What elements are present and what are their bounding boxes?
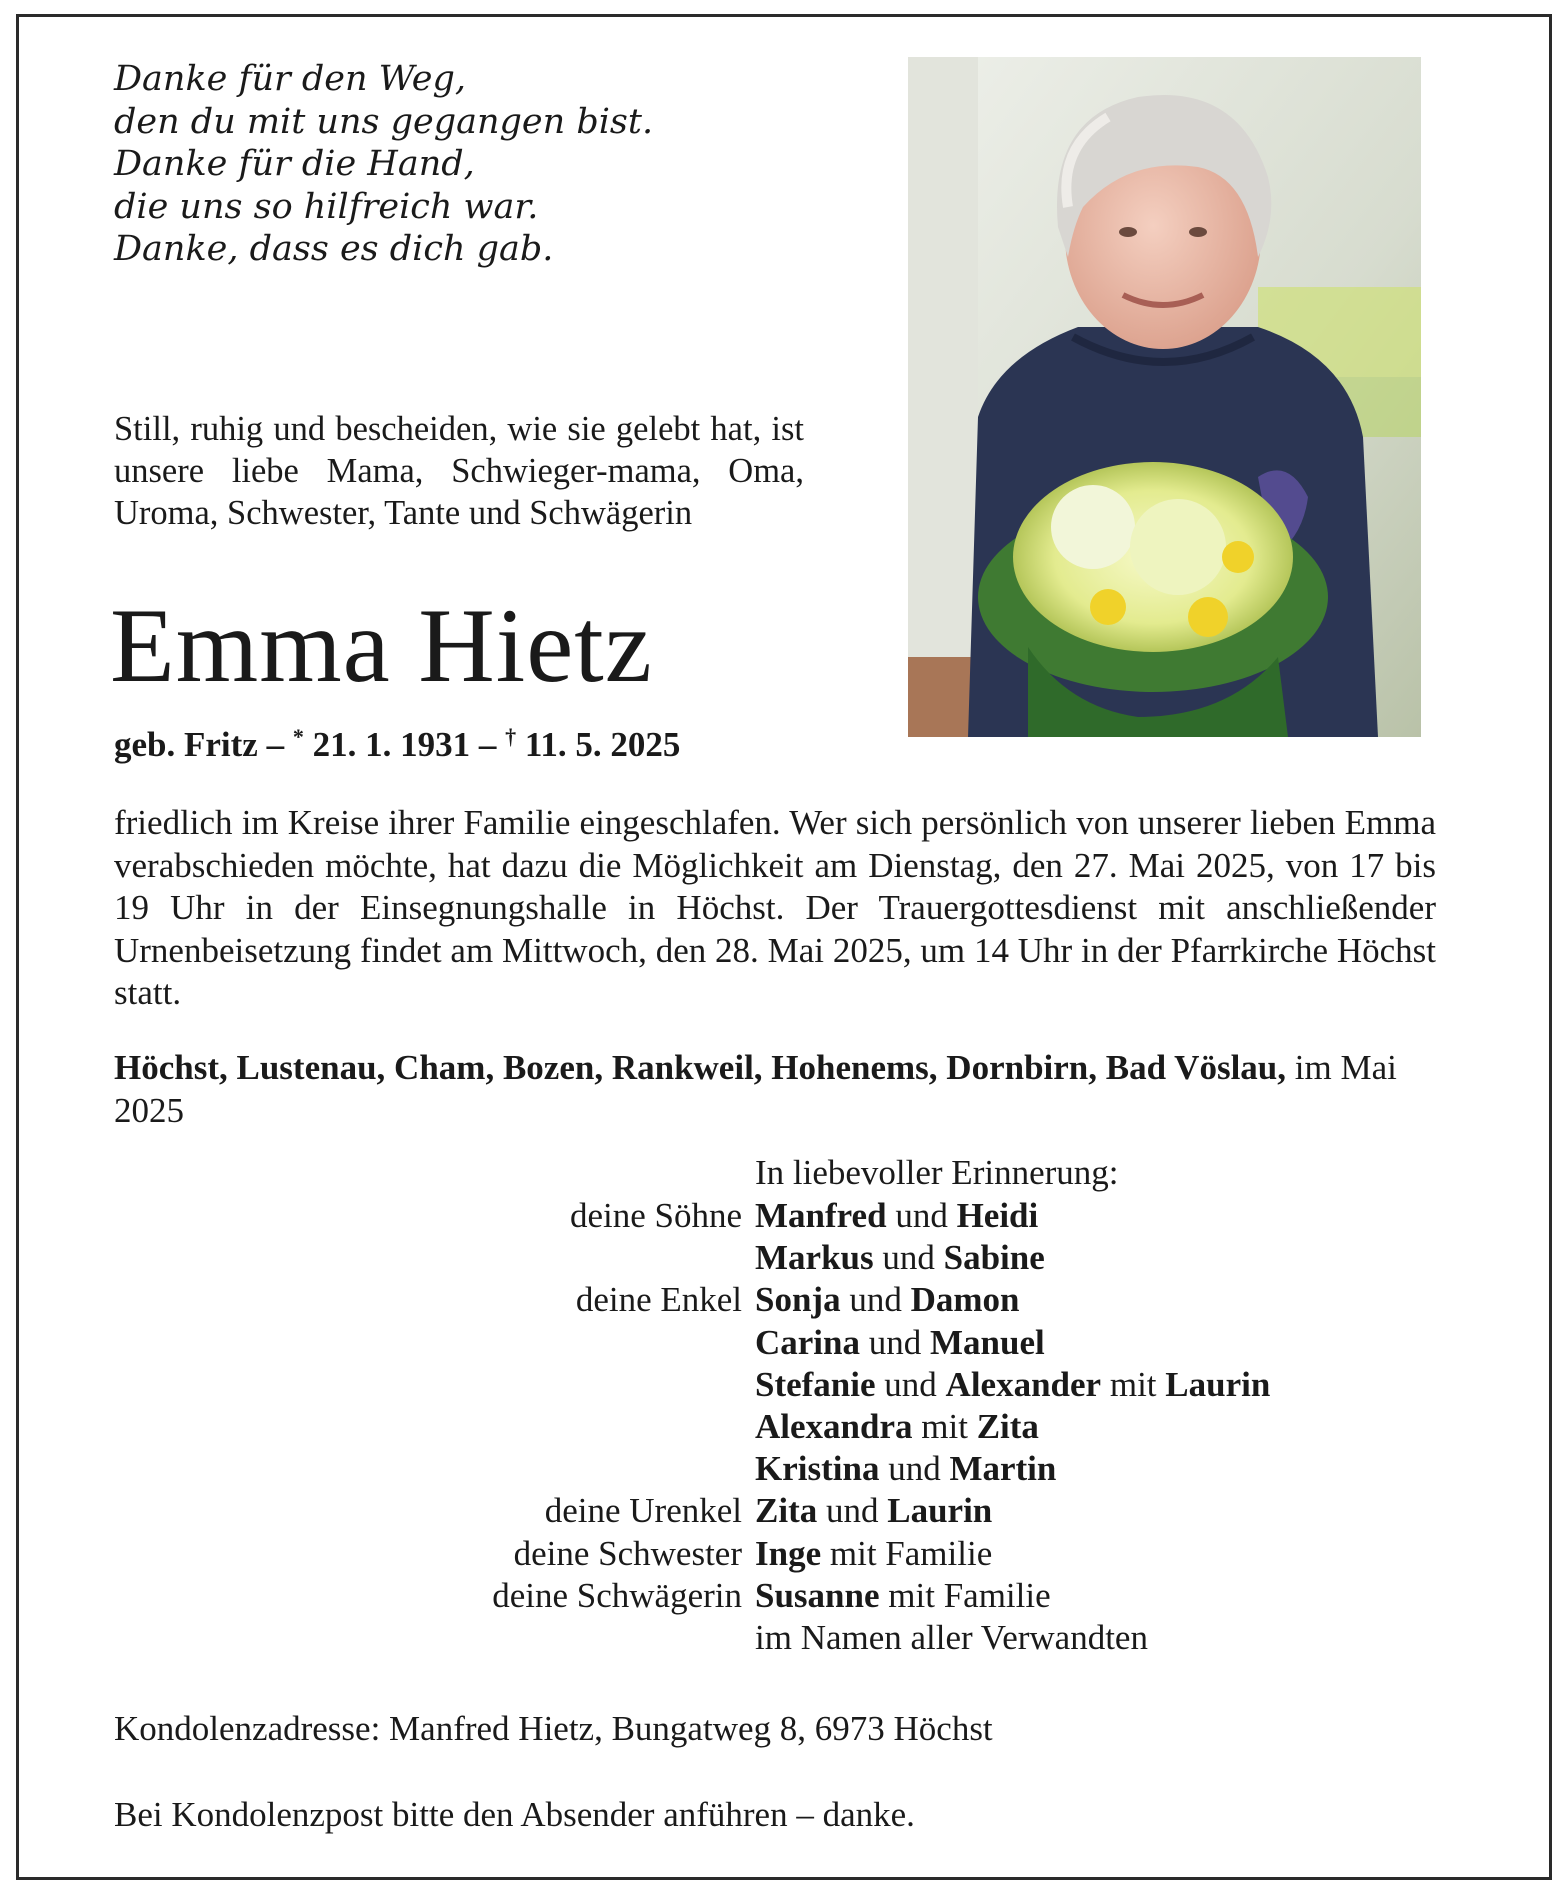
poem-line: Danke, dass es dich gab. — [114, 229, 554, 269]
family-member-name: Sabine — [943, 1238, 1045, 1278]
family-connector: und — [873, 1238, 944, 1278]
family-row — [0, 1575, 1567, 1617]
portrait-photo — [908, 57, 1421, 737]
family-names — [755, 1237, 1045, 1279]
maiden-name: geb. Fritz — [114, 725, 258, 764]
family-list — [0, 1195, 1567, 1659]
family-relation: deine Urenkel — [544, 1491, 742, 1531]
family-member-name: Susanne — [755, 1575, 880, 1615]
family-connector: und — [817, 1491, 888, 1531]
announcement-date: im Mai 2025 — [114, 1048, 1397, 1130]
dash-separator: – — [470, 725, 506, 764]
intro-text: Still, ruhig und bescheiden, wie sie gelebt hat, ist unsere liebe Mama, Schwieger-mama, Oma, Uroma, Schwester, Tante und Schwägerin — [114, 410, 804, 532]
birth-star-icon: * — [292, 724, 304, 749]
family-names — [755, 1279, 1020, 1321]
family-row — [0, 1448, 1567, 1490]
death-cross-icon: † — [505, 724, 517, 749]
family-member-name: Damon — [910, 1280, 1020, 1320]
poem-line: den du mit uns gegangen bist. — [114, 101, 654, 142]
family-relation: deine Söhne — [569, 1196, 742, 1235]
family-names — [755, 1490, 992, 1532]
closing-note: Bei Kondolenzpost bitte den Absender anführen – danke. — [114, 1795, 915, 1834]
family-member-name: Inge — [755, 1533, 822, 1573]
family-member-name: Manuel — [930, 1322, 1045, 1362]
family-member-name: Alexander — [945, 1364, 1102, 1404]
family-member-name: Sonja — [755, 1280, 841, 1320]
poem — [114, 58, 874, 271]
family-row — [0, 1364, 1567, 1406]
family-names — [755, 1617, 1148, 1659]
family-member-name: Manfred — [755, 1196, 887, 1235]
birth-date: 21. 1. 1931 — [303, 725, 471, 764]
family-row — [0, 1279, 1567, 1321]
family-connector: und — [879, 1449, 950, 1489]
family-member-name: Alexandra — [755, 1406, 913, 1446]
family-connector: mit Familie — [821, 1533, 993, 1573]
family-member-name: Carina — [755, 1322, 860, 1362]
family-names — [755, 1406, 1039, 1448]
family-relation: deine Schwägerin — [492, 1575, 742, 1615]
family-row — [0, 1237, 1567, 1279]
deceased-name: Emma Hietz — [110, 587, 653, 704]
poem-line: Danke für den Weg, — [114, 59, 467, 99]
family-connector: und — [886, 1196, 957, 1235]
family-member-name: Kristina — [755, 1449, 880, 1489]
family-row — [0, 1195, 1567, 1237]
family-member-name: Heidi — [956, 1196, 1039, 1235]
family-row — [0, 1490, 1567, 1532]
life-dates — [114, 716, 874, 766]
family-connector: mit — [912, 1406, 977, 1446]
family-connector: im Namen aller Verwandten — [755, 1617, 1148, 1657]
family-member-name: Zita — [976, 1406, 1039, 1446]
family-names — [755, 1448, 1056, 1490]
family-member-name: Stefanie — [755, 1364, 876, 1404]
announcement-text: friedlich im Kreise ihrer Familie eingeschlafen. Wer sich persönlich von unserer lieben Emma verabschieden möchte, hat dazu die Möglichkeit am Dienstag, den 27. Mai 2025, von 17 bis 19 Uhr in der Einsegnungshalle in Höchst. Der Trauergottesdienst mit anschließender Urnenbeisetzung findet am Mittwoch, den 28. Mai 2025, um 14 Uhr in der Pfarrkirche Höchst statt. — [114, 803, 1436, 1012]
family-connector: und — [875, 1364, 946, 1404]
family-relation: deine Schwester — [513, 1533, 742, 1573]
memory-heading: In liebevoller Erinnerung: — [755, 1153, 1119, 1192]
portrait-illustration — [908, 57, 1421, 737]
dash-separator: – — [257, 725, 293, 764]
family-names — [755, 1364, 1270, 1406]
family-connector: mit Familie — [879, 1575, 1051, 1615]
poem-line: Danke für die Hand, — [114, 144, 475, 184]
family-row — [0, 1617, 1567, 1659]
family-member-name: Martin — [949, 1449, 1057, 1489]
family-connector: mit — [1101, 1364, 1166, 1404]
family-names — [755, 1575, 1051, 1617]
places-list: Höchst, Lustenau, Cham, Bozen, Rankweil, Hohenems, Dornbirn, Bad Vöslau, — [114, 1048, 1287, 1087]
family-member-name: Zita — [755, 1491, 818, 1531]
condolence-address: Kondolenzadresse: Manfred Hietz, Bungatweg 8, 6973 Höchst — [114, 1709, 993, 1748]
family-member-name: Markus — [755, 1238, 874, 1278]
family-member-name: Laurin — [1165, 1364, 1271, 1404]
family-row — [0, 1322, 1567, 1364]
family-relation: deine Enkel — [575, 1280, 742, 1320]
poem-line: die uns so hilfreich war. — [114, 186, 539, 227]
family-member-name: Laurin — [887, 1491, 993, 1531]
family-row — [0, 1406, 1567, 1448]
family-names — [755, 1195, 1038, 1237]
family-names — [755, 1533, 992, 1575]
family-connector: und — [840, 1280, 911, 1320]
family-connector: und — [860, 1322, 930, 1362]
family-names — [755, 1322, 1045, 1364]
death-date: 11. 5. 2025 — [516, 725, 681, 764]
family-row — [0, 1533, 1567, 1575]
places-and-date — [114, 1047, 1436, 1132]
